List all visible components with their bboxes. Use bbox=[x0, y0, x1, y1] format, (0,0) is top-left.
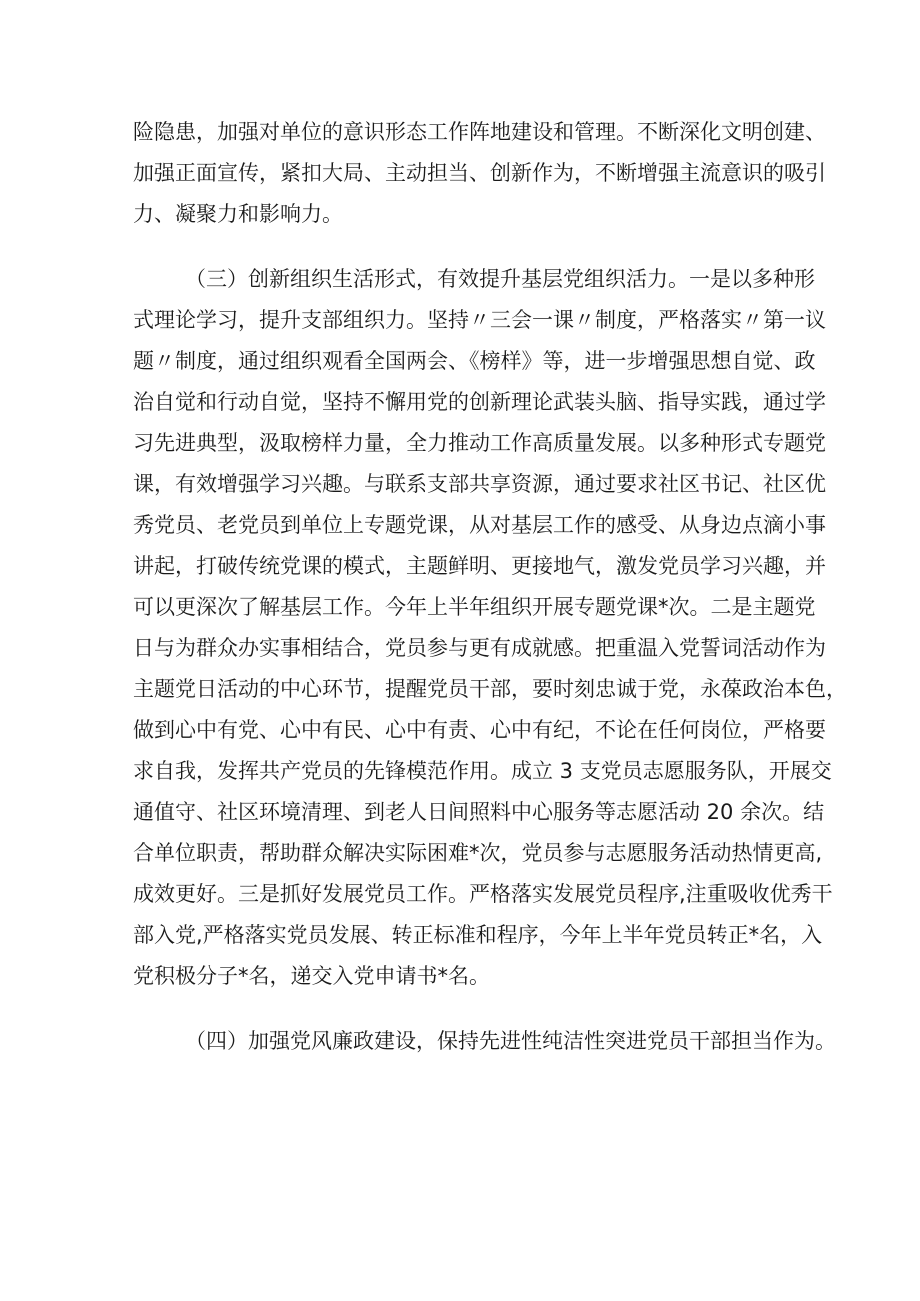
text-line: 成效更好。三是抓好发展党员工作。严格落实发展党员程序,注重吸收优秀干 bbox=[133, 882, 833, 906]
text-line: 险隐患，加强对单位的意识形态工作阵地建设和管理。不断深化文明创建、 bbox=[133, 120, 826, 144]
paragraph-section-four bbox=[133, 1021, 836, 1062]
text-line: 课，有效增强学习兴趣。与联系支部共享资源，通过要求社区书记、社区优 bbox=[133, 472, 826, 496]
text-line: 习先进典型，汲取榜样力量，全力推动工作高质量发展。以多种形式专题党 bbox=[133, 431, 826, 455]
text-line: 治自觉和行动自觉，坚持不懈用党的创新理论武装头脑、指导实践，通过学 bbox=[133, 390, 826, 414]
section-heading-line: （三）创新组织生活形式，有效提升基层党组织活力。一是以多种形 bbox=[185, 267, 815, 291]
text-line: 加强正面宣传，紧扣大局、主动担当、创新作为，不断增强主流意识的吸引 bbox=[133, 161, 826, 185]
text-line: 部入党,严格落实党员发展、转正标准和程序，今年上半年党员转正*名，入 bbox=[133, 923, 823, 947]
document-body bbox=[133, 112, 847, 1062]
text-line: 题〃制度，通过组织观看全国两会、《榜样》等，进一步增强思想自觉、政 bbox=[133, 349, 816, 373]
text-line: 做到心中有党、心中有民、心中有责、心中有纪，不论在任何岗位，严格要 bbox=[133, 718, 826, 742]
text-line: 可以更深次了解基层工作。今年上半年组织开展专题党课*次。二是主题党 bbox=[133, 595, 816, 619]
text-line: 讲起，打破传统党课的模式，主题鲜明、更接地气，激发党员学习兴趣，并 bbox=[133, 554, 826, 578]
text-line: 主题党日活动的中心环节，提醒党员干部，要时刻忠诚于党，永葆政治本色， bbox=[133, 677, 847, 701]
text-line: 力、凝聚力和影响力。 bbox=[133, 202, 343, 226]
text-line: 式理论学习，提升支部组织力。坚持〃三会一课〃制度，严格落实〃第一议 bbox=[133, 308, 826, 332]
paragraph-ideology bbox=[133, 112, 826, 235]
text-line: 日与为群众办实事相结合，党员参与更有成就感。把重温入党誓词活动作为 bbox=[133, 636, 826, 660]
paragraph-section-three bbox=[133, 259, 847, 997]
text-line: 求自我，发挥共产党员的先锋模范作用。成立 3 支党员志愿服务队，开展交 bbox=[133, 759, 832, 783]
text-line: 合单位职责，帮助群众解决实际困难*次，党员参与志愿服务活动热情更高, bbox=[133, 841, 823, 865]
text-line: 党积极分子*名，递交入党申请书*名。 bbox=[133, 964, 490, 988]
text-line: 秀党员、老党员到单位上专题党课，从对基层工作的感受、从身边点滴小事 bbox=[133, 513, 826, 537]
section-heading-line: （四）加强党风廉政建设，保持先进性纯洁性突进党员干部担当作为。 bbox=[185, 1029, 836, 1053]
text-line: 通值守、社区环境清理、到老人日间照料中心服务等志愿活动 20 余次。结 bbox=[133, 800, 825, 824]
